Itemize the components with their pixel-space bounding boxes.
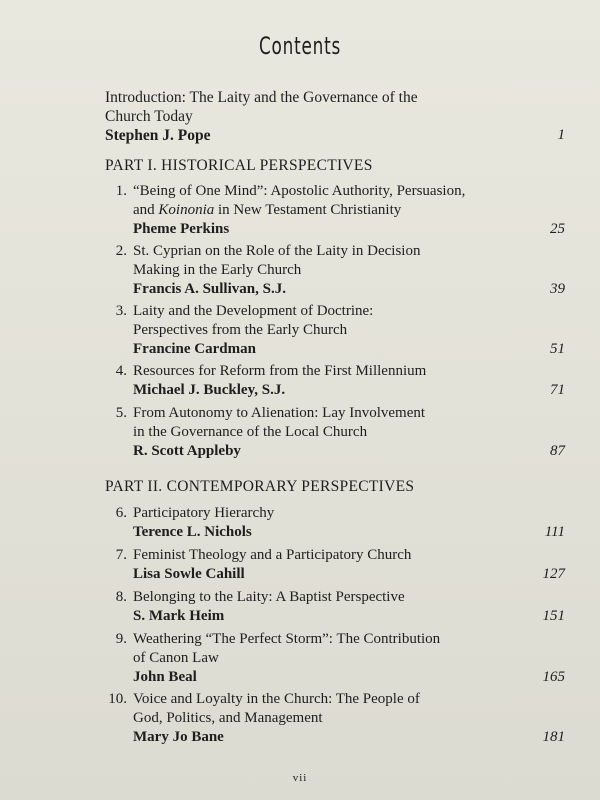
chapter-title-line: “Being of One Mind”: Apostolic Authority, Persuasion, <box>133 183 466 199</box>
chapter-page-number: 87 <box>550 443 565 459</box>
part-2-heading: PART II. CONTEMPORARY PERSPECTIVES <box>105 478 415 495</box>
chapter-number: 4. <box>115 363 127 379</box>
chapter-title-line: Feminist Theology and a Participatory Church <box>133 547 412 563</box>
chapter-title-line: Voice and Loyalty in the Church: The People of <box>133 691 420 707</box>
chapter-number: 8. <box>115 589 127 605</box>
chapter-entry <box>105 546 565 584</box>
chapter-body <box>133 630 565 687</box>
intro-page-number: 1 <box>557 127 565 143</box>
chapter-entry <box>105 362 565 400</box>
chapter-page-number: 151 <box>542 608 565 624</box>
chapter-title-line: God, Politics, and Management <box>133 710 323 726</box>
chapter-page-number: 25 <box>550 221 565 237</box>
intro-title-line: Introduction: The Laity and the Governance of the <box>105 89 418 106</box>
chapter-title-line: Belonging to the Laity: A Baptist Perspective <box>133 589 405 605</box>
chapter-page-number: 165 <box>542 669 565 685</box>
chapter-entry <box>105 690 565 747</box>
chapter-page-number: 111 <box>544 524 565 540</box>
chapter-body <box>133 504 565 542</box>
chapter-entry <box>105 588 565 626</box>
chapter-title-line: From Autonomy to Alienation: Lay Involvement <box>133 405 426 421</box>
chapter-number: 9. <box>115 631 127 647</box>
chapter-page-number: 51 <box>550 341 565 357</box>
chapter-title-line: Weathering “The Perfect Storm”: The Contribution <box>133 631 441 647</box>
intro-entry <box>105 88 565 145</box>
chapter-page-number: 39 <box>550 281 565 297</box>
chapter-author: R. Scott Appleby <box>133 443 241 459</box>
chapter-author: Terence L. Nichols <box>133 524 252 540</box>
chapter-author: Mary Jo Bane <box>133 729 224 745</box>
chapter-page-number: 127 <box>542 566 565 582</box>
chapter-entry <box>105 630 565 687</box>
chapter-author: S. Mark Heim <box>133 608 225 624</box>
chapter-number: 2. <box>115 243 127 259</box>
contents-heading: Contents <box>259 32 341 60</box>
chapter-body <box>133 546 565 584</box>
chapter-body <box>133 690 565 747</box>
chapter-body <box>133 182 565 239</box>
chapter-author: Francis A. Sullivan, S.J. <box>133 281 286 297</box>
chapter-author: Francine Cardman <box>133 341 256 357</box>
italic-term: Koinonia <box>158 202 215 218</box>
chapter-title-line: Making in the Early Church <box>133 262 302 278</box>
chapter-body <box>133 302 565 359</box>
chapter-entry <box>105 504 565 542</box>
chapter-page-number: 181 <box>542 729 565 745</box>
chapter-number: 1. <box>115 183 127 199</box>
chapter-entry <box>105 242 565 299</box>
chapter-number: 5. <box>115 405 127 421</box>
chapter-number: 10. <box>108 691 127 707</box>
chapter-body <box>133 404 565 461</box>
chapter-author: Michael J. Buckley, S.J. <box>133 382 286 398</box>
chapter-title-line: Perspectives from the Early Church <box>133 322 348 338</box>
chapter-title-line: of Canon Law <box>133 650 219 666</box>
intro-author: Stephen J. Pope <box>105 127 211 144</box>
chapter-title-line: Laity and the Development of Doctrine: <box>133 303 374 319</box>
chapter-number: 7. <box>115 547 127 563</box>
chapter-entry <box>105 302 565 359</box>
chapter-body <box>133 242 565 299</box>
folio-page-number: vii <box>292 772 308 784</box>
part-1-heading: PART I. HISTORICAL PERSPECTIVES <box>105 157 373 174</box>
chapter-title-line: Resources for Reform from the First Millennium <box>133 363 427 379</box>
chapter-author: Lisa Sowle Cahill <box>133 566 245 582</box>
chapter-body <box>133 588 565 626</box>
chapter-author: John Beal <box>133 669 197 685</box>
chapter-entry <box>105 404 565 461</box>
chapter-author: Pheme Perkins <box>133 221 230 237</box>
chapter-number: 6. <box>115 505 127 521</box>
intro-title-line: Church Today <box>105 108 193 125</box>
chapter-entry <box>105 182 565 239</box>
chapter-body <box>133 362 565 400</box>
chapter-title-line: St. Cyprian on the Role of the Laity in Decision <box>133 243 421 259</box>
chapter-title-line: and Koinonia in New Testament Christianity <box>133 202 402 218</box>
chapter-title-line: in the Governance of the Local Church <box>133 424 368 440</box>
chapter-number: 3. <box>115 303 127 319</box>
chapter-page-number: 71 <box>550 382 565 398</box>
chapter-title-line: Participatory Hierarchy <box>133 505 275 521</box>
